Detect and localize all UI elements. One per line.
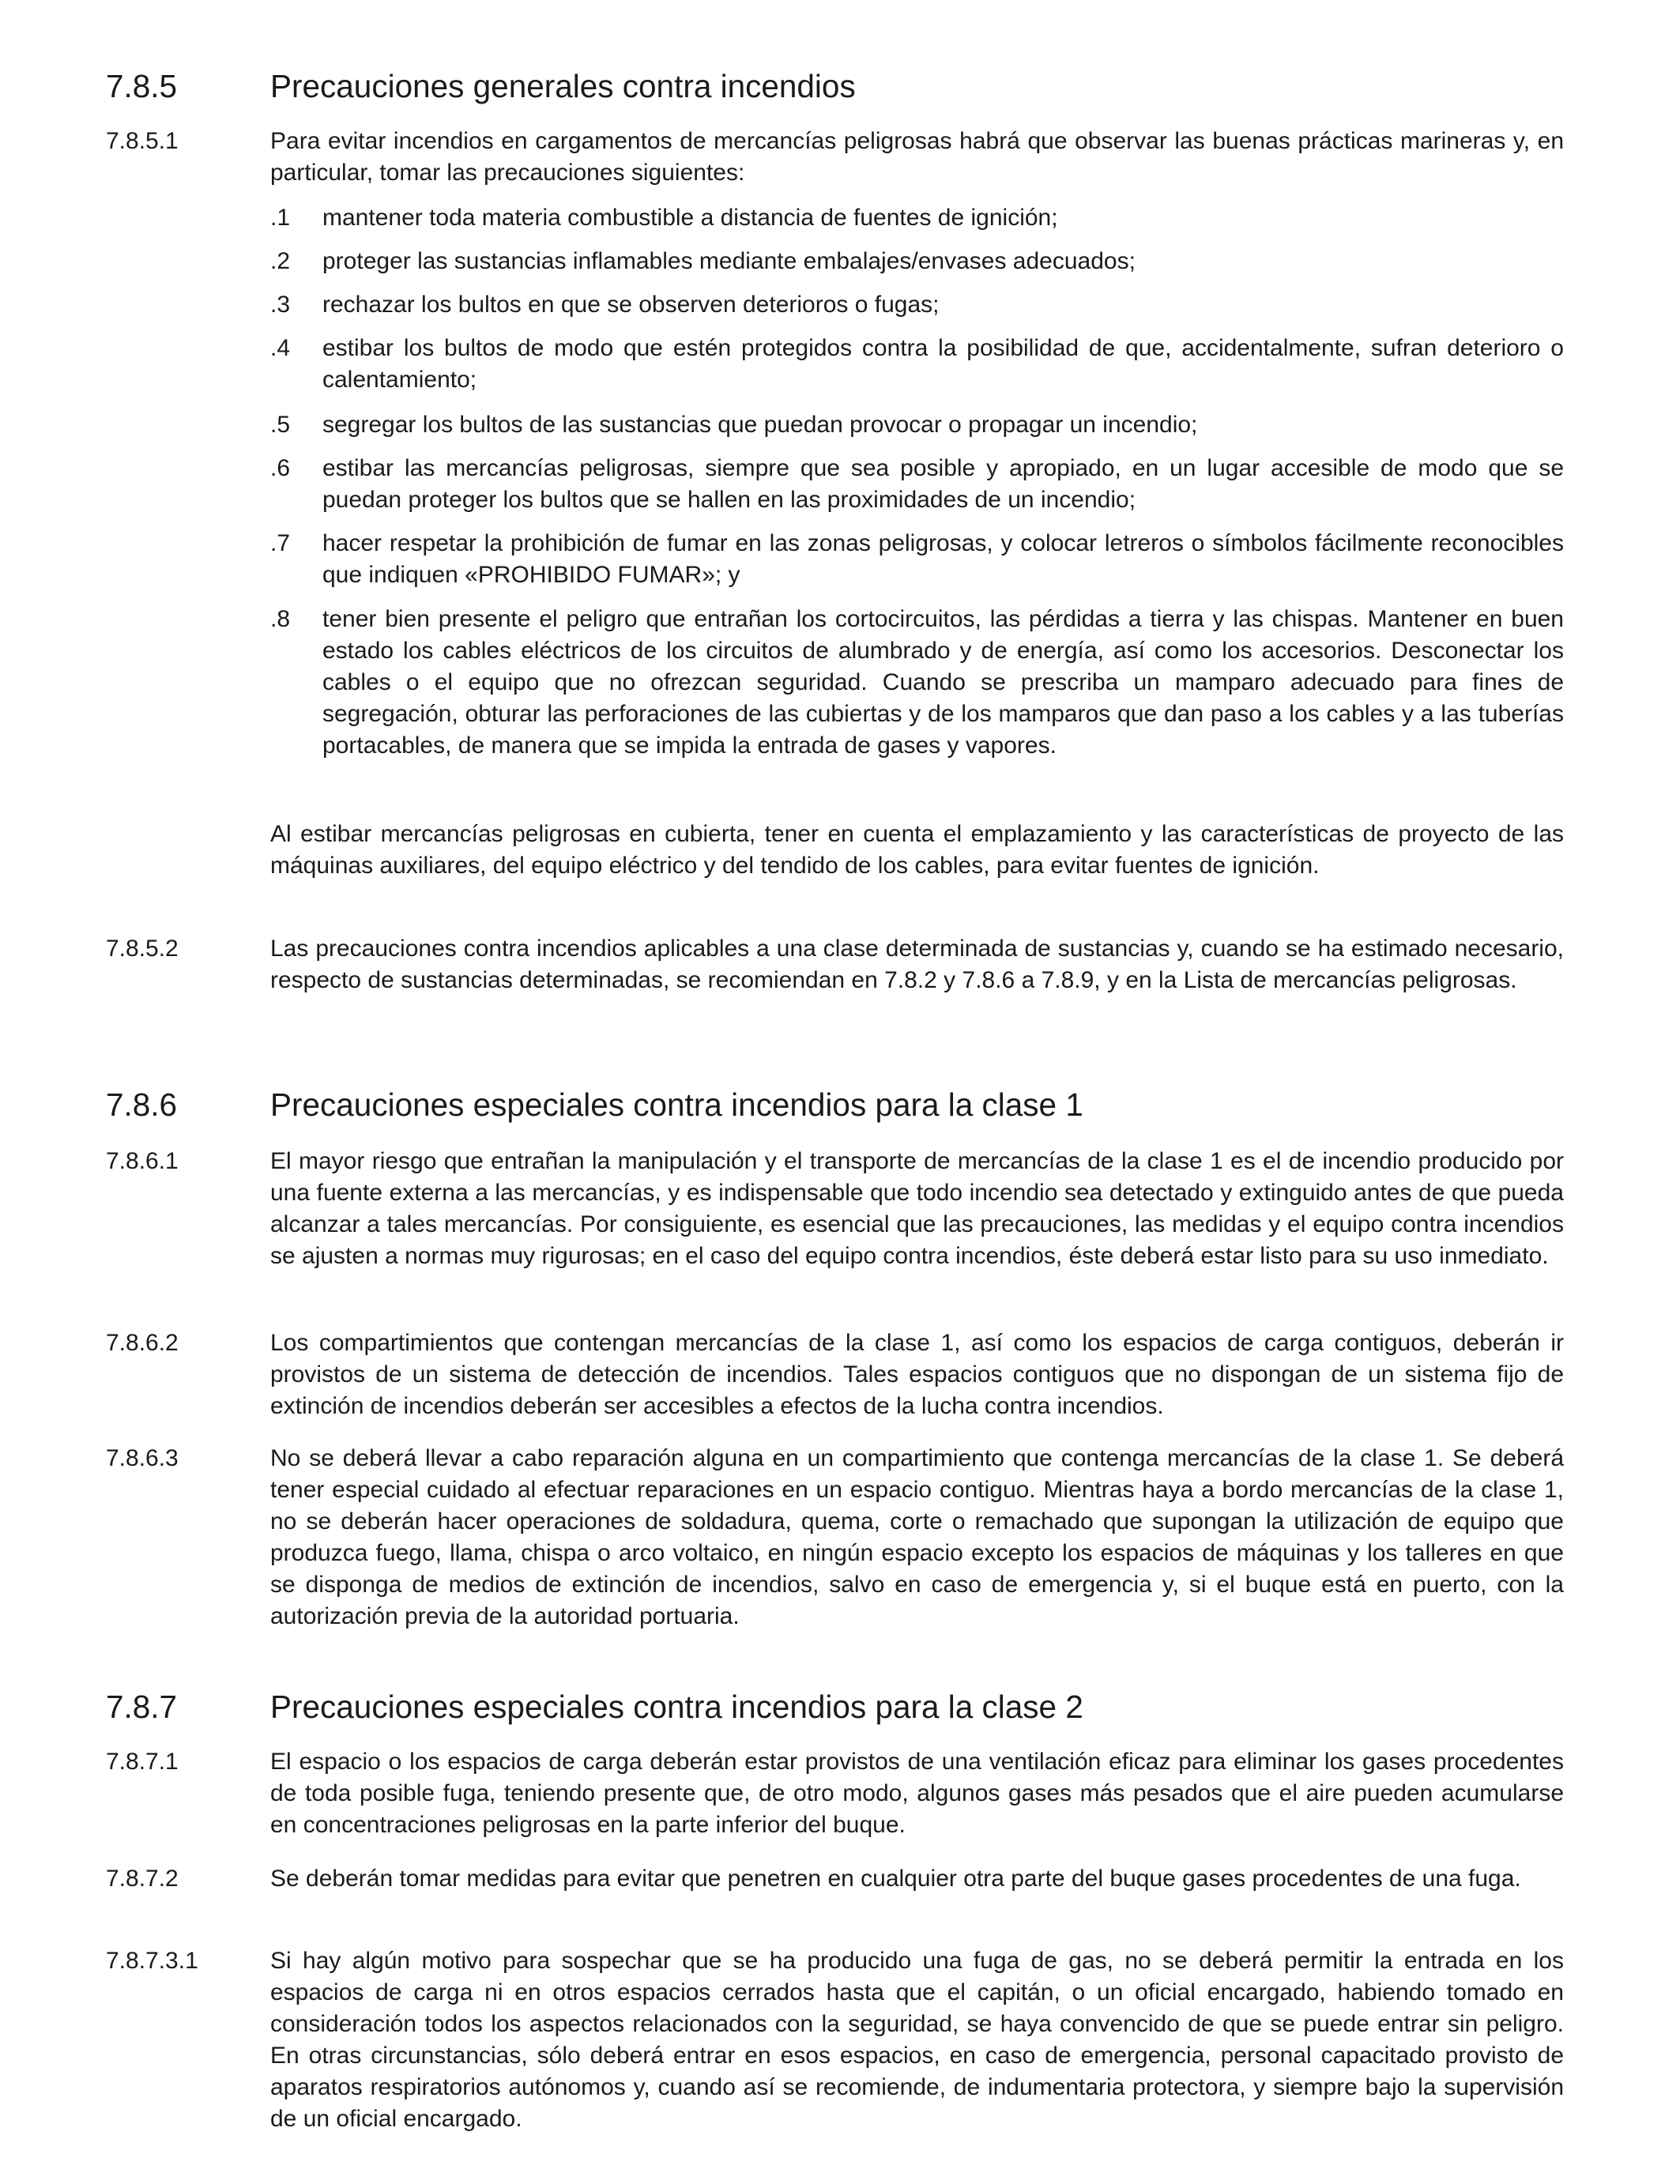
paragraph-text: Para evitar incendios en cargamentos de mercancías peligrosas habrá que observar las buenas prácticas marineras y, en particular, tomar las precauciones siguientes: [270, 128, 1564, 186]
list-marker: .4 [270, 335, 291, 361]
paragraph-7-8-5-1-closing [106, 819, 1564, 882]
paragraph-number: 7.8.5.1 [106, 128, 179, 154]
paragraph-text: Se deberán tomar medidas para evitar que penetren en cualquier otra parte del buque gases procedentes de una fuga. [270, 1866, 1521, 1892]
paragraph-7-8-7-1 [106, 1746, 1564, 1841]
section-number: 7.8.5 [106, 68, 178, 104]
list-marker: .8 [270, 606, 291, 632]
paragraph-number: 7.8.6.1 [106, 1148, 179, 1174]
section-title: Precauciones generales contra incendios [270, 68, 856, 104]
paragraph-number: 7.8.7.1 [106, 1749, 179, 1775]
paragraph-number: 7.8.5.2 [106, 936, 179, 962]
list-marker: .1 [270, 205, 291, 231]
list-item [270, 453, 1564, 516]
paragraph-text: El mayor riesgo que entrañan la manipulación y el transporte de mercancías de la clase 1 es el de incendio producido por una fuente externa a las mercancías, y es indispensable que todo incendio sea detectado y extinguido antes de que pueda alcanzar a tales mercancías. Por consiguiente, es esencial que las precauciones, las medidas y el equipo contra incendios se ajusten a normas muy rigurosas; en el caso del equipo contra incendios, éste deberá estar listo para su uso inmediato. [270, 1148, 1564, 1269]
paragraph-7-8-6-3 [106, 1443, 1564, 1632]
section-number: 7.8.6 [106, 1086, 178, 1123]
paragraph-7-8-6-1 [106, 1146, 1564, 1272]
list-item [270, 604, 1564, 762]
paragraph-text: Los compartimientos que contengan mercancías de la clase 1, así como los espacios de carga contiguos, deberán ir provistos de un sistema de detección de incendios. Tales espacios contiguos que no dispongan de un sistema fijo de extinción de incendios deberán ser accesibles a efectos de la lucha contra incendios. [270, 1330, 1564, 1419]
list-item [270, 333, 1564, 396]
list-marker: .3 [270, 292, 291, 318]
list-item [270, 202, 1564, 234]
paragraph-7-8-7-2 [106, 1863, 1564, 1895]
paragraph-7-8-5-2 [106, 933, 1564, 996]
paragraph-text: Al estibar mercancías peligrosas en cubierta, tener en cuenta el emplazamiento y las características de proyecto de las máquinas auxiliares, del equipo eléctrico y del tendido de los cables, para evitar fuentes de ignición. [270, 821, 1564, 879]
paragraph-7-8-7-3-1 [106, 1945, 1564, 2135]
list-item-text: estibar los bultos de modo que estén protegidos contra la posibilidad de que, accidentalmente, sufran deterioro o calentamiento; [322, 335, 1564, 393]
paragraph-7-8-6-2 [106, 1327, 1564, 1422]
list-marker: .2 [270, 248, 291, 274]
list-item-text: hacer respetar la prohibición de fumar en las zonas peligrosas, y colocar letreros o símbolos fácilmente reconocibles que indiquen «PROHIBIDO FUMAR»; y [322, 530, 1564, 588]
list-marker: .5 [270, 412, 291, 438]
list-item [270, 528, 1564, 591]
list-item-text: rechazar los bultos en que se observen deterioros o fugas; [322, 292, 940, 318]
list-marker: .6 [270, 455, 291, 481]
paragraph-7-8-5-1 [106, 126, 1564, 189]
list-item-text: mantener toda materia combustible a distancia de fuentes de ignición; [322, 205, 1058, 231]
paragraph-text: Si hay algún motivo para sospechar que se ha producido una fuga de gas, no se deberá permitir la entrada en los espacios de carga ni en otros espacios cerrados hasta que el capitán, o un oficial encargado, habiendo tomado en consideración todos los aspectos relacionados con la seguridad, se haya convencido de que se puede entrar sin peligro. En otras circunstancias, sólo deberá entrar en esos espacios, en caso de emergencia, personal capacitado provisto de aparatos respiratorios autónomos y, cuando así se recomiende, de indumentaria protectora, y siempre bajo la supervisión de un oficial encargado. [270, 1948, 1564, 2132]
paragraph-number: 7.8.6.2 [106, 1330, 179, 1356]
paragraph-number: 7.8.6.3 [106, 1445, 179, 1471]
list-item-text: estibar las mercancías peligrosas, siempre que sea posible y apropiado, en un lugar accesible de modo que se puedan proteger los bultos que se hallen en las proximidades de un incendio; [322, 455, 1564, 513]
list-item-text: segregar los bultos de las sustancias que puedan provocar o propagar un incendio; [322, 412, 1198, 438]
paragraph-text: Las precauciones contra incendios aplicables a una clase determinada de sustancias y, cuando se ha estimado necesario, respecto de sustancias determinadas, se recomiendan en 7.8.2 y 7.8.6 a 7.8.9, y en la Lista de mercancías peligrosas. [270, 936, 1564, 993]
list-marker: .7 [270, 530, 291, 556]
paragraph-number: 7.8.7.2 [106, 1866, 179, 1892]
list-item-text: proteger las sustancias inflamables mediante embalajes/envases adecuados; [322, 248, 1136, 274]
list-item [270, 246, 1564, 277]
paragraph-text: No se deberá llevar a cabo reparación alguna en un compartimiento que contenga mercancías de la clase 1. Se deberá tener especial cuidado al efectuar reparaciones en un espacio contiguo. Mientras haya a bordo mercancías de la clase 1, no se deberán hacer operaciones de soldadura, quema, corte o remachado que supongan la utilización de equipo que produzca fuego, llama, chispa o arco voltaico, en ningún espacio excepto los espacios de máquinas y los talleres en que se disponga de medios de extinción de incendios, salvo en caso de emergencia y, si el buque está en puerto, con la autorización previa de la autoridad portuaria. [270, 1445, 1564, 1629]
paragraph-number: 7.8.7.3.1 [106, 1948, 198, 1974]
section-title: Precauciones especiales contra incendios para la clase 1 [270, 1086, 1083, 1123]
section-title: Precauciones especiales contra incendios para la clase 2 [270, 1689, 1083, 1725]
list-item [270, 409, 1564, 441]
list-item-text: tener bien presente el peligro que entrañan los cortocircuitos, las pérdidas a tierra y las chispas. Mantener en buen estado los cables eléctricos de los circuitos de alumbrado y de energía, así como los accesorios. Desconectar los cables o el equipo que no ofrezcan seguridad. Cuando se prescriba un mamparo adecuado para fines de segregación, obturar las perforaciones de las cubiertas y de los mamparos que dan paso a los cables y a las tuberías portacables, de manera que se impida la entrada de gases y vapores. [322, 606, 1564, 759]
paragraph-text: El espacio o los espacios de carga deberán estar provistos de una ventilación eficaz para eliminar los gases procedentes de toda posible fuga, teniendo presente que, de otro modo, algunos gases más pesados que el aire pueden acumularse en concentraciones peligrosas en la parte inferior del buque. [270, 1749, 1564, 1838]
list-item [270, 289, 1564, 321]
section-number: 7.8.7 [106, 1689, 178, 1725]
